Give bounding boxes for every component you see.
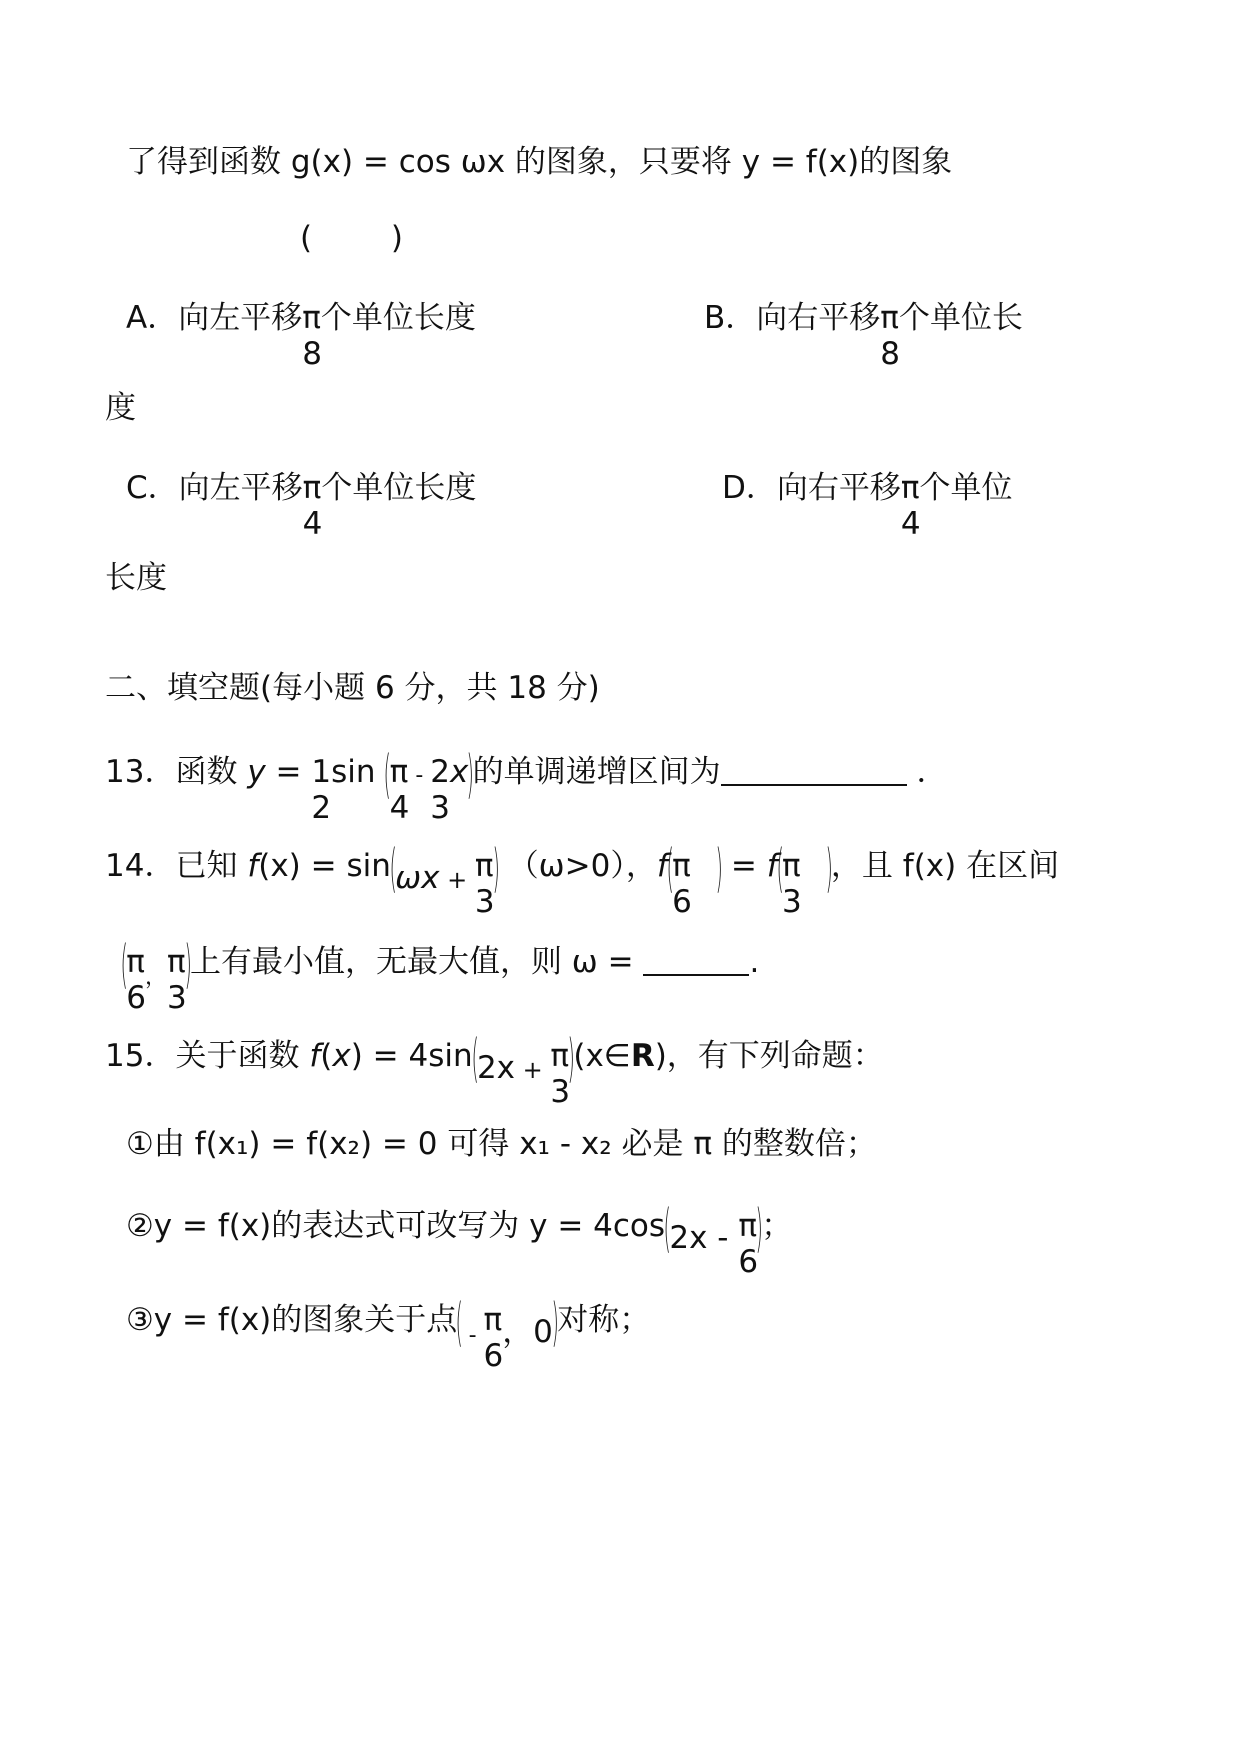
option-b: B．向右平移 π 8 个单位长 <box>704 300 1023 372</box>
fraction: 1 2 <box>311 754 332 826</box>
q12-line1: 了得到函数 g(x) = cos ωx 的图象，只要将 y = f(x)的图象 <box>126 144 953 180</box>
fraction: π 4 <box>302 470 323 542</box>
q12-answer-paren: ( ) <box>300 220 404 256</box>
fraction: π 8 <box>880 300 901 372</box>
fraction: π 6 <box>126 944 147 1016</box>
option-c: C．向左平移 π 4 个单位长度 <box>126 470 477 542</box>
fraction: π 4 <box>389 754 410 826</box>
q14-line1: 14．已知 f(x) = sin(ωx $_+$ π 3 ) （ω>0），f( π 6 ) = f( π 3 )，且 f(x) 在区间 <box>105 839 1060 920</box>
q15-item-3: ③y = f(x)的图象关于点( $_-$ π 6 ，0)对称； <box>126 1293 651 1374</box>
option-d-wrap: 长度 <box>105 560 167 596</box>
fraction: π 6 <box>738 1208 759 1280</box>
answer-blank[interactable] <box>721 784 907 786</box>
answer-blank[interactable] <box>643 974 749 976</box>
fraction: π 3 <box>550 1038 571 1110</box>
fraction: 2 3 <box>430 754 451 826</box>
fraction: π 4 <box>900 470 921 542</box>
fraction: π 3 <box>781 848 802 920</box>
q15-item-2: ②y = f(x)的表达式可改写为 y = 4cos(2x - π 6 )； <box>126 1199 793 1280</box>
q13: 13．函数 y = 1 2 sin ( π 4 - 2 3 x)的单调递增区间为 ． <box>105 745 948 826</box>
fraction: π 6 <box>483 1302 504 1374</box>
section-heading: 二、填空题(每小题 6 分，共 18 分) <box>105 670 600 706</box>
q15: 15．关于函数 f(x) = 4sin(2x $_+$ π 3 )(x∈R)，有下列命题： <box>105 1029 884 1110</box>
fraction: π 8 <box>302 300 322 372</box>
q14-line2: ( π 6 $_,$ π 3 )上有最小值，无最大值，则 ω = . <box>120 935 760 1016</box>
option-b-wrap: 度 <box>105 390 136 426</box>
fraction: π 6 <box>672 848 692 920</box>
fraction: π 3 <box>474 848 495 920</box>
option-a: A．向左平移 π 8 个单位长度 <box>126 300 476 372</box>
fraction: π 3 <box>166 944 187 1016</box>
option-d: D．向右平移 π 4 个单位 <box>722 470 1013 542</box>
q15-item-1: ①由 f(x₁) = f(x₂) = 0 可得 x₁ - x₂ 必是 π 的整数倍； <box>126 1126 877 1162</box>
